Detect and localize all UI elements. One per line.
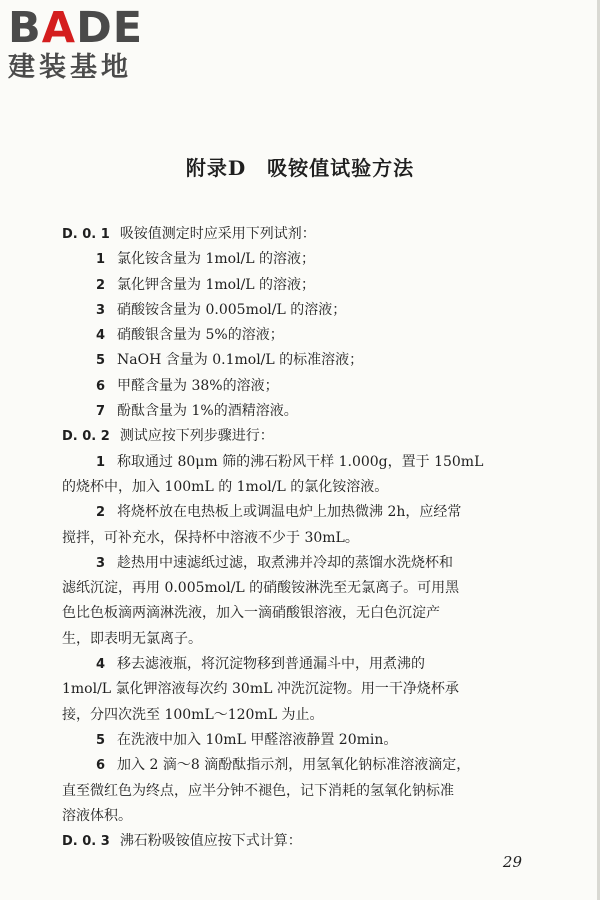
clause-label: D. 0. 2 [62,429,110,445]
step-4-cont: 1mol/L 氯化钾溶液每次约 30mL 冲洗沉淀物。用一干净烧杯承 [62,681,459,698]
list-item: 6 甲醛含量为 38%的溶液； [96,377,279,394]
clause-d03: D. 0. 3 沸石粉吸铵值应按下式计算： [62,833,302,850]
step-6-cont: 直至微红色为终点，应半分钟不褪色，记下消耗的氢氧化钠标准 [62,782,454,799]
step-6-cont: 溶液体积。 [62,807,132,824]
step-3-cont: 生，即表明无氯离子。 [62,630,202,647]
list-item: 2 氯化钾含量为 1mol/L 的溶液； [96,276,316,293]
step-1: 1 称取通过 80μm 筛的沸石粉风干样 1.000g，置于 150mL [96,453,484,470]
list-item: 1 氯化铵含量为 1mol/L 的溶液； [96,251,316,268]
list-item: 4 硝酸银含量为 5%的溶液； [96,327,284,344]
logo-wordmark: BADE [8,3,144,53]
step-6: 6 加入 2 滴～8 滴酚酞指示剂，用氢氧化钠标准溶液滴定， [96,757,471,774]
step-3-cont: 滤纸沉淀，再用 0.005mol/L 的硝酸铵淋洗至无氯离子。可用黑 [62,580,460,597]
step-5: 5 在洗液中加入 10mL 甲醛溶液静置 20min。 [96,731,398,748]
step-2: 2 将烧杯放在电热板上或调温电炉上加热微沸 2h，应经常 [96,504,462,521]
step-1-cont: 的烧杯中，加入 100mL 的 1mol/L 的氯化铵溶液。 [62,478,389,495]
step-2-cont: 搅拌，可补充水，保持杯中溶液不少于 30mL。 [62,529,359,546]
step-3: 3 趁热用中速滤纸过滤，取煮沸并冷却的蒸馏水洗烧杯和 [96,554,454,571]
clause-d02: D. 0. 2 测试应按下列步骤进行： [62,428,274,445]
clause-label: D. 0. 1 [62,227,110,242]
list-item: 5 NaOH 含量为 0.1mol/L 的标准溶液； [96,352,364,369]
step-3-cont: 色比色板滴两滴淋洗液，加入一滴硝酸银溶液，无白色沉淀产 [62,605,440,622]
document-body [62,222,548,854]
bade-logo [8,5,178,85]
page-number: 29 [502,853,522,871]
logo-subtitle: 建装基地 [8,52,132,83]
list-item: 7 酚酞含量为 1%的酒精溶液。 [96,403,298,420]
step-4-cont: 接，分四次洗至 100mL～120mL 为止。 [62,706,324,723]
step-4: 4 移去滤液瓶，将沉淀物移到普通漏斗中，用煮沸的 [96,656,426,673]
page-title: 附录D 吸铵值试验方法 [185,156,415,180]
list-item: 3 硝酸铵含量为 0.005mol/L 的溶液； [96,301,347,318]
clause-d01: D. 0. 1 吸铵值测定时应采用下列试剂： [62,226,316,242]
clause-label: D. 0. 3 [62,834,110,850]
